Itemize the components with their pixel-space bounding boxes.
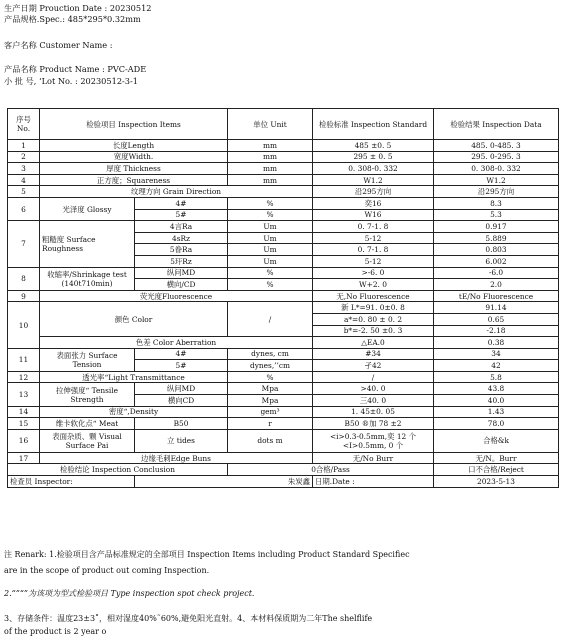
row-item: 收缩率/Shrinkage test (140t710min) xyxy=(40,267,135,290)
inspection-date: 2023-5-13 xyxy=(434,476,559,488)
product-name: 产品名称 Product Name : PVC-ADE xyxy=(4,64,147,74)
row-item: 荧光度Fluorescence xyxy=(40,290,313,302)
row-item: 正方度；Squareness xyxy=(40,174,228,186)
row-subitem: 4言Ra xyxy=(135,221,228,233)
row-standard: 295 ± 0. 5 xyxy=(313,151,434,163)
row-no: 1 xyxy=(8,140,40,152)
row-subitem: 4# xyxy=(135,348,228,360)
row-standard: 奕16 xyxy=(313,197,434,209)
conclusion-reject: 口不合格/Reject xyxy=(434,464,559,476)
col-standard: 检验标准 Inspection Standard xyxy=(313,109,434,140)
row-unit: % xyxy=(228,371,313,383)
row-item: 宽度Width. xyxy=(40,151,228,163)
table-row xyxy=(8,406,559,418)
row-subitem: 纵问MD xyxy=(135,383,228,395)
row-subitem: B50 xyxy=(135,418,228,430)
row-no: 2 xyxy=(8,151,40,163)
row-standard: 0. 7-1. 8 xyxy=(313,244,434,256)
row-subitem: 立 tides xyxy=(135,429,228,452)
row-item: 纹理方向 Grain Direction xyxy=(40,186,313,198)
row-result: 合格&k xyxy=(434,429,559,452)
row-no: 4 xyxy=(8,174,40,186)
inspector-label: 检查员 Inspector: xyxy=(8,476,135,488)
row-standard: 0. 7-1. 8 xyxy=(313,221,434,233)
row-result: -2.18 xyxy=(434,325,559,337)
table-row xyxy=(8,371,559,383)
row-item: 粗糙度 Surface Roughness xyxy=(40,221,135,267)
row-item: 颜色 Color xyxy=(40,302,228,337)
row-no: 12 xyxy=(8,371,40,383)
row-result: 5.889 xyxy=(434,232,559,244)
row-standard: B50 ®加 78 ±2 xyxy=(313,418,434,430)
row-result: -6.0 xyxy=(434,267,559,279)
row-item: 密度“,Density xyxy=(40,406,228,418)
table-row xyxy=(8,290,559,302)
row-unit: Um xyxy=(228,244,313,256)
row-subitem: 5# xyxy=(135,209,228,221)
lot-number: 小 批 号, ‘Lot No. : 20230512-3-1 xyxy=(4,76,138,86)
row-result: tE/No Fluorescence xyxy=(434,290,559,302)
row-standard: a*=0. 80 ± 0. 2 xyxy=(313,313,434,325)
row-subitem: 横向CD xyxy=(135,395,228,407)
row-unit: % xyxy=(228,279,313,291)
row-unit: Mpa xyxy=(228,383,313,395)
table-row xyxy=(8,221,559,233)
row-no: 17 xyxy=(8,452,40,464)
inspection-table xyxy=(7,108,559,488)
row-standard: △EA.0 xyxy=(313,337,434,349)
row-result: 0.917 xyxy=(434,221,559,233)
row-no: 14 xyxy=(8,406,40,418)
row-unit: Um xyxy=(228,255,313,267)
row-no: 7 xyxy=(8,221,40,267)
table-row xyxy=(8,186,559,198)
conclusion-label: 检验结论 Inspection Conclusion xyxy=(8,464,228,476)
row-standard: 485 ±0. 5 xyxy=(313,140,434,152)
row-unit: Mpa xyxy=(228,395,313,407)
row-unit: r xyxy=(228,418,313,430)
row-subitem: 5# xyxy=(135,360,228,372)
row-no: 9 xyxy=(8,290,40,302)
row-result: 43.8 xyxy=(434,383,559,395)
row-no: 15 xyxy=(8,418,40,430)
row-standard: 5-12 xyxy=(313,255,434,267)
row-standard: 孑42 xyxy=(313,360,434,372)
row-subitem: 横向/CD xyxy=(135,279,228,291)
row-standard: 无,No Fluorescence xyxy=(313,290,434,302)
row-item: 长度Length xyxy=(40,140,228,152)
table-row xyxy=(8,348,559,360)
row-unit: mm xyxy=(228,151,313,163)
conclusion-row xyxy=(8,464,559,476)
note-1a: 注 Renark: 1.检验项目含产品标准规定的全部项目 Inspection Items including Product Standard Specifiec xyxy=(4,550,410,559)
row-result: 78.0 xyxy=(434,418,559,430)
row-no: 6 xyxy=(8,197,40,220)
row-subitem: 5玕Rz xyxy=(135,255,228,267)
row-standard: 三40. 0 xyxy=(313,395,434,407)
row-standard: 5-12 xyxy=(313,232,434,244)
table-row xyxy=(8,383,559,395)
table-row xyxy=(8,452,559,464)
row-standard: <i>0.3-0.5mm,奕 12 个 <I>0.5mm, 0 个 xyxy=(313,429,434,452)
row-item: 表面杂质、颗 Visual Surface Pai xyxy=(40,429,135,452)
row-no: 10 xyxy=(8,302,40,348)
row-subitem: 5眷Ra xyxy=(135,244,228,256)
row-result: 沿295方向 xyxy=(434,186,559,198)
note-3a: 3、存储条件：温度23±3˚，相对湿度40%˜60%,避免阳光直射。4、本材料保质期为二年The shelflife xyxy=(4,614,373,623)
date-label: 日期.Date : xyxy=(313,476,434,488)
row-standard: 无/No Burr xyxy=(313,452,434,464)
row-result: 42 xyxy=(434,360,559,372)
row-result: 0. 308-0. 332 xyxy=(434,163,559,175)
row-standard: W16 xyxy=(313,209,434,221)
table-header-row xyxy=(8,109,559,140)
table-row xyxy=(8,140,559,152)
row-standard: b*=-2. 50 ±0. 3 xyxy=(313,325,434,337)
row-standard: >-6. 0 xyxy=(313,267,434,279)
row-no: 3 xyxy=(8,163,40,175)
conclusion-pass: 0合格/Pass xyxy=(228,464,434,476)
row-result: 34 xyxy=(434,348,559,360)
row-standard: >40. 0 xyxy=(313,383,434,395)
production-date: 生产日期 Prouction Date : 20230512 xyxy=(4,3,152,13)
inspector-row xyxy=(8,476,559,488)
row-result: 0.38 xyxy=(434,337,559,349)
row-item: 边缘毛刺Edge Buns xyxy=(40,452,313,464)
row-result: 40.0 xyxy=(434,395,559,407)
row-item: 表面张力 Surface Tension xyxy=(40,348,135,371)
row-item: 光泽度 Glossy xyxy=(40,197,135,220)
row-unit: gem³ xyxy=(228,406,313,418)
row-subitem: 4sRz xyxy=(135,232,228,244)
spec: 产品规格.Spec.: 485*295*0.32mm xyxy=(4,14,141,24)
row-no: 5 xyxy=(8,186,40,198)
row-result: 91.14 xyxy=(434,302,559,314)
row-unit: % xyxy=(228,267,313,279)
table-row xyxy=(8,151,559,163)
row-result: W1.2 xyxy=(434,174,559,186)
row-result: 6.002 xyxy=(434,255,559,267)
row-no: 16 xyxy=(8,429,40,452)
row-standard: / xyxy=(313,371,434,383)
row-unit: dots m xyxy=(228,429,313,452)
col-result: 检验结果 Inspection Data xyxy=(434,109,559,140)
row-unit: mm xyxy=(228,140,313,152)
row-result: 485. 0-485. 3 xyxy=(434,140,559,152)
col-item: 检验项目 Inspection Items xyxy=(40,109,228,140)
row-standard: W+2. 0 xyxy=(313,279,434,291)
table-row xyxy=(8,337,559,349)
row-unit: mm xyxy=(228,163,313,175)
table-row xyxy=(8,418,559,430)
customer-name: 客户名称 Customer Name : xyxy=(4,40,113,50)
row-standard: 沿295方向 xyxy=(313,186,434,198)
row-item: 维卡软化点“ Meat xyxy=(40,418,135,430)
col-no: 序号 No. xyxy=(8,109,40,140)
row-result: 8.3 xyxy=(434,197,559,209)
row-unit: dynes, cm xyxy=(228,348,313,360)
row-standard: 0. 308-0. 332 xyxy=(313,163,434,175)
inspector-name: 朱炭鑫 xyxy=(135,476,313,488)
row-no: 13 xyxy=(8,383,40,406)
row-result: 295. 0-295. 3 xyxy=(434,151,559,163)
row-result: 0.65 xyxy=(434,313,559,325)
row-item: 厚度 Thickness xyxy=(40,163,228,175)
row-item: 色差 Color Aberration xyxy=(40,337,313,349)
note-3b: of the product is 2 year o xyxy=(4,627,107,636)
row-result: 5.3 xyxy=(434,209,559,221)
row-unit: % xyxy=(228,197,313,209)
table-row xyxy=(8,197,559,209)
note-2: 2.“”“”为该项为型式检验项目 Type inspection spot check project. xyxy=(4,589,255,598)
row-item: 透光率“Light Transmittance xyxy=(40,371,228,383)
row-unit: dynes,’’cm xyxy=(228,360,313,372)
row-unit: / xyxy=(228,302,313,337)
table-row xyxy=(8,302,559,314)
row-unit: Um xyxy=(228,221,313,233)
row-result: 5.8 xyxy=(434,371,559,383)
row-result: 0.803 xyxy=(434,244,559,256)
row-unit: mm xyxy=(228,174,313,186)
row-no: 11 xyxy=(8,348,40,371)
row-standard: W1.2 xyxy=(313,174,434,186)
table-row xyxy=(8,163,559,175)
row-result: 无/N。Burr xyxy=(434,452,559,464)
row-result: 2.0 xyxy=(434,279,559,291)
table-row xyxy=(8,174,559,186)
row-item: 拉伸强度“ Tensile Strength xyxy=(40,383,135,406)
row-standard: 1. 45±0. 05 xyxy=(313,406,434,418)
row-result: 1.43 xyxy=(434,406,559,418)
table-row xyxy=(8,429,559,452)
row-standard: 新 L*=91. 0±0. 8 xyxy=(313,302,434,314)
note-1b: are in the scope of product out coming Inspection. xyxy=(4,566,210,575)
row-unit: % xyxy=(228,209,313,221)
table-row xyxy=(8,267,559,279)
row-subitem: 纵问MD xyxy=(135,267,228,279)
row-standard: #34 xyxy=(313,348,434,360)
row-unit: Um xyxy=(228,232,313,244)
row-subitem: 4# xyxy=(135,197,228,209)
col-unit: 单位 Unit xyxy=(228,109,313,140)
row-no: 8 xyxy=(8,267,40,290)
